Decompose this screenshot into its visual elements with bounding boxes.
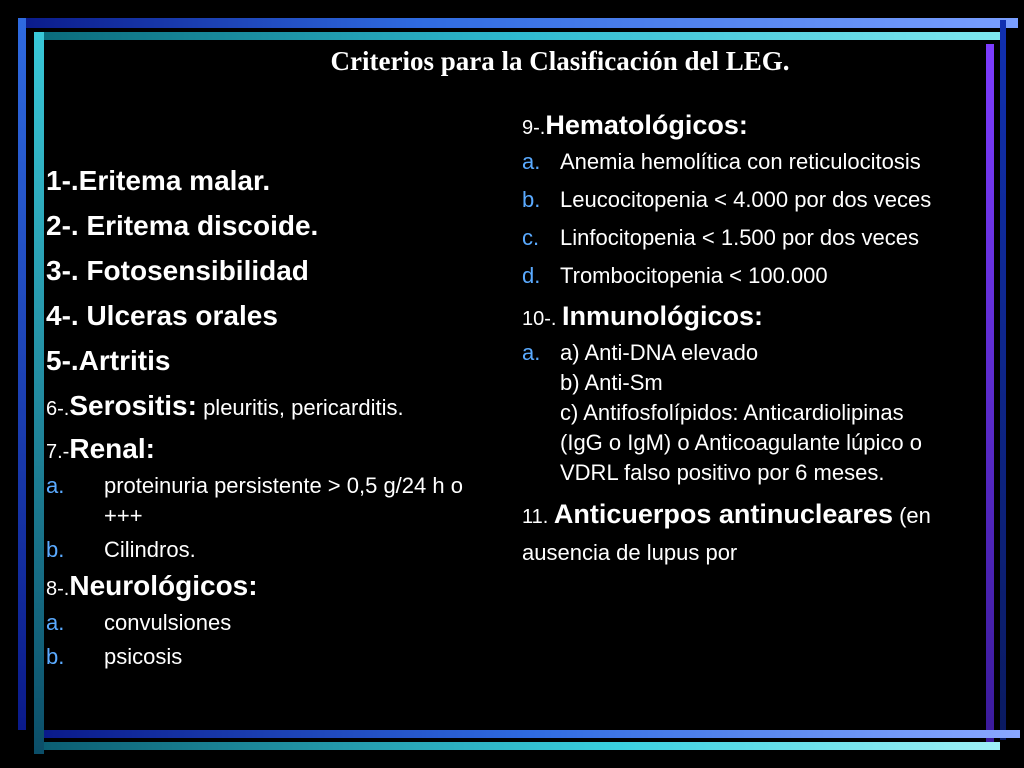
criterion-7-number: 7.- [46, 441, 70, 463]
list-marker: b. [46, 537, 65, 562]
criterion-7-name: Renal: [69, 433, 155, 464]
criterion-4: 4-. Ulceras orales [46, 300, 278, 331]
criterion-11-detail: (en ausencia de lupus por [522, 503, 931, 565]
criterion-6-name: Serositis: [69, 390, 197, 421]
criterion-6-detail: pleuritis, pericarditis. [196, 395, 404, 420]
list-marker: a. [46, 473, 65, 498]
list-item [522, 185, 952, 215]
frame-bar-top-inner [34, 32, 1006, 40]
criterion-11-name: Anticuerpos antinucleares [553, 499, 893, 529]
criterion-3: 3-. Fotosensibilidad [46, 255, 309, 286]
criterion-9-name: Hematológicos: [545, 110, 748, 140]
criterion-9 [522, 108, 952, 145]
list-marker: a. [522, 340, 541, 365]
criterion-7-list [46, 471, 496, 565]
list-item [46, 535, 496, 565]
criterion-8-name: Neurológicos: [69, 570, 258, 601]
list-marker: a. [46, 610, 65, 635]
frame-bar-right-outer [1000, 20, 1006, 740]
criterion-11-number: 11. [522, 506, 554, 528]
frame-bar-bottom-inner [44, 742, 1000, 750]
list-item-text: convulsiones [104, 610, 232, 635]
list-item-text: a) Anti-DNA elevado b) Anti-Sm c) Antifosfolípidos: Anticardiolipinas (IgG o IgM) o Anticoagulante lúpico o VDRL falso positivo por 6 meses. [560, 340, 922, 485]
criterion-10-name: Inmunológicos: [562, 301, 764, 331]
frame-bar-left-outer [18, 18, 26, 730]
criterion-8-number: 8-. [46, 578, 70, 600]
frame-bar-top-outer [18, 18, 1018, 28]
criterion-11 [522, 496, 952, 571]
slide-title: Criterios para la Clasificación del LEG. [330, 46, 790, 76]
list-marker: c. [522, 225, 540, 250]
list-item [522, 338, 952, 488]
frame-bar-right-inner [986, 44, 994, 744]
list-item [46, 471, 496, 531]
list-marker: d. [522, 263, 541, 288]
frame-bar-bottom-outer [44, 730, 1020, 738]
frame-bar-left-inner [34, 32, 44, 754]
list-item [522, 223, 952, 253]
criterion-8 [46, 569, 496, 606]
list-item [522, 147, 952, 177]
list-item-text: Linfocitopenia < 1.500 por dos veces [560, 225, 919, 250]
criterion-7 [46, 432, 496, 469]
list-marker: b. [46, 644, 65, 669]
criterion-9-list [522, 147, 952, 291]
left-column [46, 158, 496, 676]
criterion-6 [46, 389, 496, 426]
criterion-10 [522, 299, 952, 336]
criterion-6-number: 6-. [46, 398, 70, 420]
right-column [522, 108, 952, 571]
list-marker: a. [522, 149, 541, 174]
criterion-8-list [46, 608, 496, 672]
list-marker: b. [522, 187, 541, 212]
list-item-text: Trombocitopenia < 100.000 [560, 263, 828, 288]
list-item-text: proteinuria persistente > 0,5 g/24 h o +++ [104, 473, 463, 528]
list-item-text: Leucocitopenia < 4.000 por dos veces [560, 187, 932, 212]
list-item [46, 642, 496, 672]
list-item [522, 261, 952, 291]
criterion-2: 2-. Eritema discoide. [46, 210, 319, 241]
list-item-text: psicosis [104, 644, 183, 669]
criterion-10-list [522, 338, 952, 488]
criterion-1: 1-.Eritema malar. [46, 165, 271, 196]
list-item-text: Cilindros. [104, 537, 196, 562]
criterion-10-number: 10-. [522, 308, 563, 330]
criterion-9-number: 9-. [522, 117, 546, 139]
list-item [46, 608, 496, 638]
list-item-text: Anemia hemolítica con reticulocitosis [560, 149, 921, 174]
criterion-5: 5-.Artritis [46, 345, 171, 376]
